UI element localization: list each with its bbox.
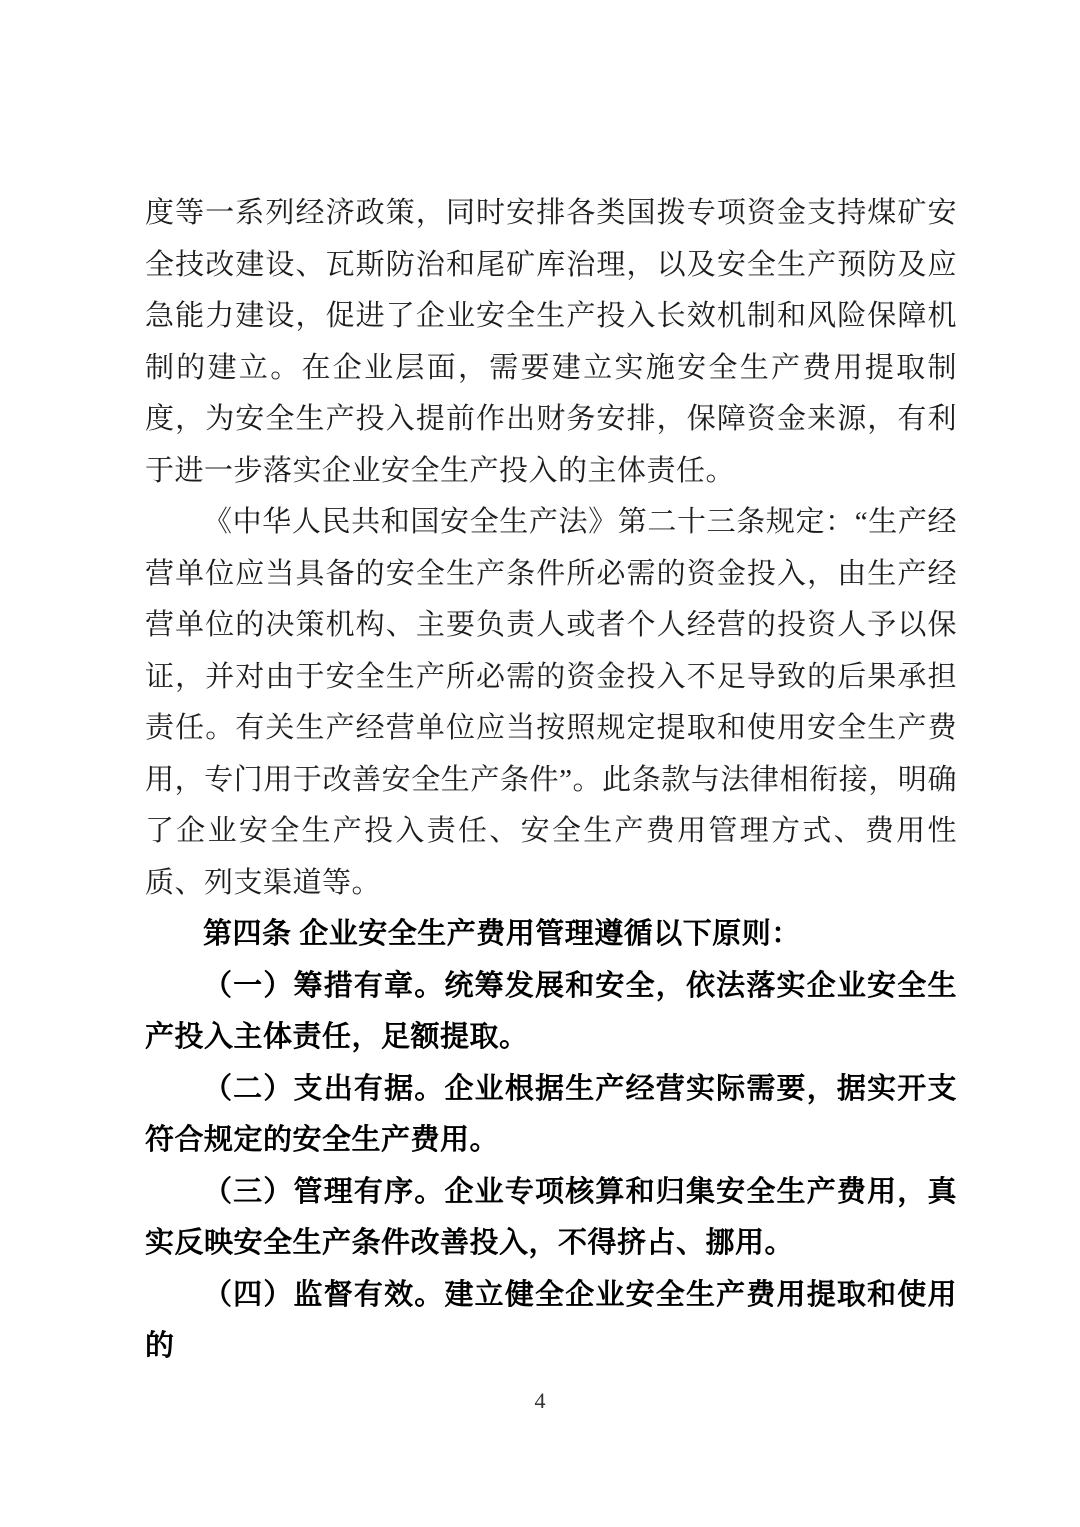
principle-item-1: （一）筹措有章。统筹发展和安全，依法落实企业安全生产投入主体责任，足额提取。 xyxy=(145,969,957,1053)
principle-item-2: （二）支出有据。企业根据生产经营实际需要，据实开支符合规定的安全生产费用。 xyxy=(145,1072,957,1156)
principle-item-3: （三）管理有序。企业专项核算和归集安全生产费用，真实反映安全生产条件改善投入，不得挤占、挪用。 xyxy=(145,1175,957,1259)
article-4-heading: 第四条 企业安全生产费用管理遵循以下原则： xyxy=(203,918,801,950)
page-number: 4 xyxy=(534,1388,546,1413)
body-paragraph-law-citation: 《中华人民共和国安全生产法》第二十三条规定：“生产经营单位应当具备的安全生产条件所必需的资金投入，由生产经营单位的决策机构、主要负责人或者个人经营的投资人予以保证，并对由于安全生产所必需的资金投入不足导致的后果承担责任。有关生产经营单位应当按照规定提取和使用安全生产费用，专门用于改善安全生产条件”。此条款与法律相衔接，明确了企业安全生产投入责任、安全生产费用管理方式、费用性质、列支渠道等。 xyxy=(145,506,957,899)
principle-item-4: （四）监督有效。建立健全企业安全生产费用提取和使用的 xyxy=(145,1278,957,1362)
body-paragraph-continuation: 度等一系列经济政策，同时安排各类国拨专项资金支持煤矿安全技改建设、瓦斯防治和尾矿库治理，以及安全生产预防及应急能力建设，促进了企业安全生产投入长效机制和风险保障机制的建立。在企业层面，需要建立实施安全生产费用提取制度，为安全生产投入提前作出财务安排，保障资金来源，有利于进一步落实企业安全生产投入的主体责任。 xyxy=(145,197,957,487)
document-body xyxy=(145,188,957,1373)
